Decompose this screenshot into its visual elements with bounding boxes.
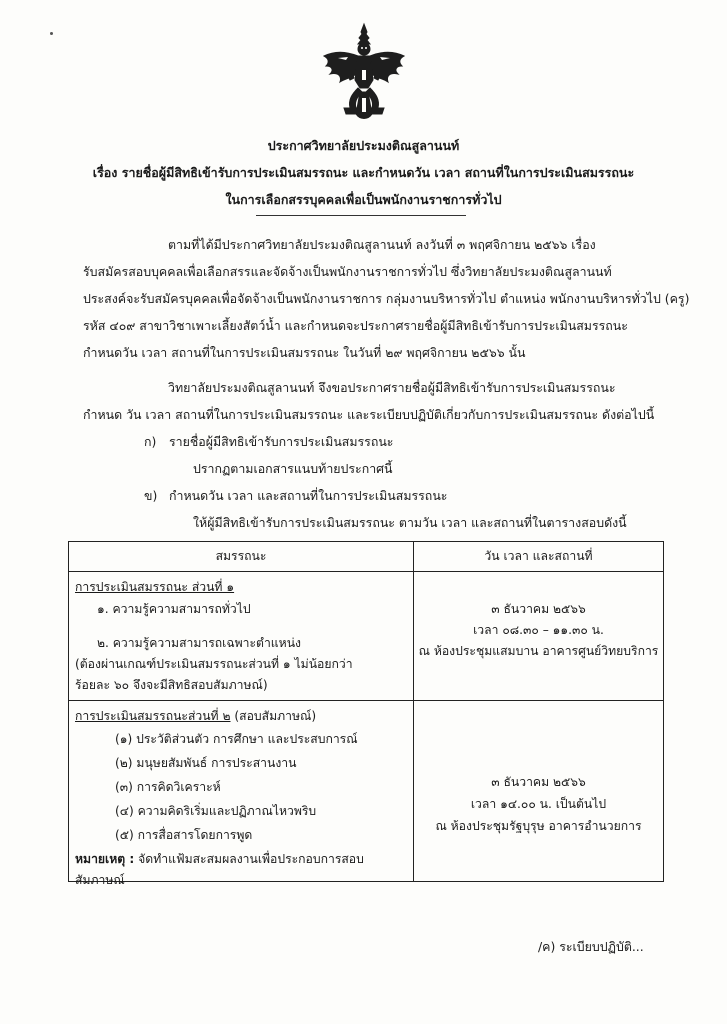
- part1-place: ณ ห้องประชุมแสมบาน อาคารศูนย์วิทยบริการ: [418, 644, 659, 658]
- part1-item2: ๒. ความรู้ความสามารถเฉพาะตำแหน่ง: [97, 636, 301, 650]
- part2-title-suffix: (สอบสัมภาษณ์): [230, 709, 317, 723]
- paragraph1-line5: กำหนดวัน เวลา สถานที่ในการประเมินสมรรถนะ ในวันที่ ๒๙ พฤศจิกายน ๒๕๖๖ นั้น: [83, 345, 526, 360]
- part2-item-1: (๑) ประวัติส่วนตัว การศึกษา และประสบการณ์: [115, 732, 358, 746]
- continuation-text: /ค) ระเบียบปฏิบัติ...: [538, 939, 644, 954]
- header-competency: สมรรถนะ: [69, 542, 414, 572]
- subject-line-2: ในการเลือกสรรบุคคลเพื่อเป็นพนักงานราชการทั่วไป: [225, 192, 502, 207]
- remark-label: หมายเหตุ :: [75, 852, 135, 866]
- part2-schedule-cell: [414, 701, 664, 882]
- part1-time: เวลา ๐๘.๓๐ – ๑๑.๓๐ น.: [473, 623, 604, 637]
- paragraph1-line2: รับสมัครสอบบุคคลเพื่อเลือกสรรและจัดจ้างเป็นพนักงานราชการทั่วไป ซึ่งวิทยาลัยประมงติณสูลานนท์: [83, 264, 612, 279]
- exam-schedule-table: [68, 541, 664, 887]
- item-b-detail: ให้ผู้มีสิทธิเข้ารับการประเมินสมรรถนะ ตามวัน เวลา และสถานที่ในตารางสอบดังนี้: [193, 515, 627, 530]
- paragraph1-line3: ประสงค์จะรับสมัครบุคคลเพื่อจัดจ้างเป็นพนักงานราชการ กลุ่มงานบริหารทั่วไป ตำแหน่ง พนักงานบริหารทั่วไป (ครู): [83, 291, 690, 306]
- part1-note-line2: ร้อยละ ๖๐ จึงจะมีสิทธิสอบสัมภาษณ์): [75, 678, 268, 692]
- part1-cell: [69, 572, 414, 701]
- table-header-row: [69, 542, 664, 572]
- part2-date: ๓ ธันวาคม ๒๕๖๖: [491, 775, 586, 789]
- remark-text-line1: จัดทำแฟ้มสะสมผลงานเพื่อประกอบการสอบ: [134, 852, 364, 866]
- item-a-detail: ปรากฏตามเอกสารแนบท้ายประกาศนี้: [193, 461, 393, 476]
- part2-item-2: (๒) มนุษยสัมพันธ์ การประสานงาน: [115, 756, 297, 770]
- part2-cell: [69, 701, 414, 887]
- item-a-marker: ก): [144, 434, 157, 449]
- item-b-text: กำหนดวัน เวลา และสถานที่ในการประเมินสมรรถนะ: [169, 488, 448, 503]
- part2-item-5: (๕) การสื่อสารโดยการพูด: [115, 828, 253, 842]
- part1-title: การประเมินสมรรถนะ ส่วนที่ ๑: [75, 580, 235, 594]
- header-date-time-place: วัน เวลา และสถานที่: [414, 542, 664, 572]
- scan-speck: [50, 32, 53, 35]
- table-row: [69, 572, 664, 701]
- paragraph1-line4: รหัส ๔๐๙ สาขาวิชาเพาะเลี้ยงสัตว์น้ำ และกำหนดจะประกาศรายชื่อผู้มีสิทธิเข้ารับการประเมินสมรรถนะ: [83, 318, 628, 333]
- item-b-marker: ข): [144, 488, 158, 503]
- paragraph2-line2: กำหนด วัน เวลา สถานที่ในการประเมินสมรรถนะ และระเบียบปฏิบัติเกี่ยวกับการประเมินสมรรถนะ ดังต่อไปนี้: [83, 407, 655, 422]
- item-a-text: รายชื่อผู้มีสิทธิเข้ารับการประเมินสมรรถนะ: [169, 434, 394, 449]
- announcement-title: ประกาศวิทยาลัยประมงติณสูลานนท์: [267, 138, 460, 153]
- part1-date: ๓ ธันวาคม ๒๕๖๖: [491, 602, 586, 616]
- part2-title: การประเมินสมรรถนะส่วนที่ ๒: [75, 709, 231, 723]
- part2-time: เวลา ๑๔.๐๐ น. เป็นต้นไป: [470, 797, 607, 811]
- paragraph2-line1: วิทยาลัยประมงติณสูลานนท์ จึงขอประกาศรายชื่อผู้มีสิทธิเข้ารับการประเมินสมรรถนะ: [168, 380, 616, 395]
- heading-divider: [256, 215, 466, 216]
- remark-text-line2: สัมภาษณ์: [75, 873, 125, 887]
- part1-item1: ๑. ความรู้ความสามารถทั่วไป: [97, 602, 251, 616]
- part1-schedule-cell: [414, 572, 664, 701]
- paragraph1-line1: ตามที่ได้มีประกาศวิทยาลัยประมงติณสูลานนท์ ลงวันที่ ๓ พฤศจิกายน ๒๕๖๖ เรื่อง: [168, 237, 596, 252]
- part1-note-line1: (ต้องผ่านเกณฑ์ประเมินสมรรถนะส่วนที่ ๑ ไม่น้อยกว่า: [75, 657, 353, 671]
- part2-place: ณ ห้องประชุมรัฐบุรุษ อาคารอำนวยการ: [435, 819, 642, 833]
- table-row: [69, 701, 664, 882]
- part2-item-4: (๔) ความคิดริเริ่มและปฏิภาณไหวพริบ: [115, 804, 317, 818]
- subject-line-1: เรื่อง รายชื่อผู้มีสิทธิเข้ารับการประเมินสมรรถนะ และกำหนดวัน เวลา สถานที่ในการประเมินสมรรถนะ: [92, 165, 635, 180]
- garuda-emblem-icon: [318, 22, 410, 126]
- part2-item-3: (๓) การคิดวิเคราะห์: [115, 780, 221, 794]
